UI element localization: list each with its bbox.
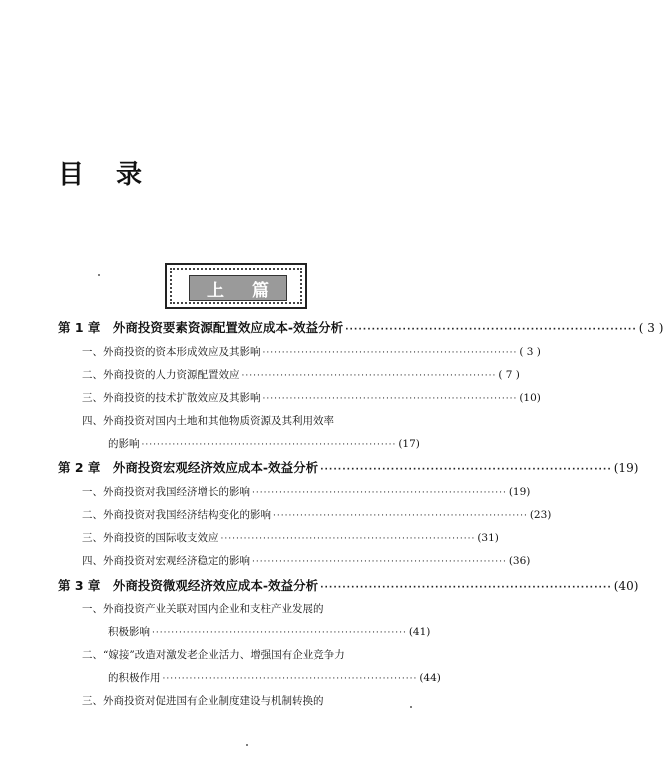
scan-speck xyxy=(410,706,412,708)
toc-entry-text: 第 3 章 外商投资微观经济效应成本-效益分析 xyxy=(58,578,319,593)
dot-leader: ·································································· xyxy=(152,628,407,638)
scan-speck xyxy=(98,274,100,276)
toc-section[interactable]: 二、“嫁接”改造对激发老企业活力、增强国有企业竞争力 xyxy=(82,649,345,661)
toc-entry-text: 积极影响 xyxy=(108,626,150,638)
toc-entry-text: 三、外商投资的国际收支效应 xyxy=(82,532,219,544)
toc-entry-text: 二、外商投资的人力资源配置效应 xyxy=(82,369,240,381)
scan-speck xyxy=(246,744,248,746)
title-char-1: 目 xyxy=(58,160,85,190)
toc-entry-text: 一、外商投资对我国经济增长的影响 xyxy=(82,486,250,498)
title-char-2: 录 xyxy=(116,160,143,190)
toc-entry-text: 四、外商投资对宏观经济稳定的影响 xyxy=(82,555,250,567)
banner-label xyxy=(189,275,287,301)
page-title xyxy=(58,154,143,191)
toc-section[interactable] xyxy=(82,390,541,405)
dot-leader: ·································································· xyxy=(252,557,507,567)
toc-page-number: (10) xyxy=(519,392,541,404)
toc-chapter-3[interactable] xyxy=(58,576,639,594)
toc-page-number: (17) xyxy=(398,438,420,450)
toc-section[interactable]: 三、外商投资对促进国有企业制度建设与机制转换的 xyxy=(82,695,324,707)
toc-section[interactable] xyxy=(82,507,552,522)
toc-section-continuation[interactable] xyxy=(108,624,431,639)
toc-page-number: (19) xyxy=(613,461,639,475)
banner-char-1: 上 xyxy=(207,280,224,301)
toc-page-number: ( 3 ) xyxy=(638,321,663,335)
toc-section[interactable] xyxy=(82,553,531,568)
toc-section-continuation[interactable] xyxy=(108,436,420,451)
toc-page-number: (31) xyxy=(477,532,499,544)
toc-entry-text: 第 2 章 外商投资宏观经济效应成本-效益分析 xyxy=(58,460,319,475)
toc-section[interactable] xyxy=(82,530,499,545)
toc-page-number: (23) xyxy=(529,509,552,521)
toc-page-number: (44) xyxy=(419,672,441,684)
toc-section-continuation[interactable] xyxy=(108,670,441,685)
toc-page-number: (40) xyxy=(613,579,639,593)
toc-page-number: (41) xyxy=(408,626,431,638)
dot-leader: ·································································· xyxy=(320,583,612,593)
dot-leader: ·································································· xyxy=(252,488,507,498)
toc-entry-text: 第 1 章 外商投资要素资源配置效应成本-效益分析 xyxy=(58,320,344,335)
dot-leader: ·································································· xyxy=(345,325,637,335)
toc-entry-text: 一、外商投资的资本形成效应及其影响 xyxy=(82,346,261,358)
dot-leader: ·································································· xyxy=(320,465,612,475)
toc-entry-text: 三、外商投资的技术扩散效应及其影响 xyxy=(82,392,261,404)
toc-chapter-2[interactable] xyxy=(58,458,639,476)
toc-page-number: ( 3 ) xyxy=(519,346,541,358)
part-banner xyxy=(165,263,307,309)
dot-leader: ·································································· xyxy=(220,534,476,544)
dot-leader: ·································································· xyxy=(141,440,397,450)
dot-leader: ·································································· xyxy=(262,348,518,358)
toc-section[interactable] xyxy=(82,484,531,499)
toc-entry-text: 的影响 xyxy=(108,438,140,450)
toc-page-number: (19) xyxy=(508,486,531,498)
toc-entry-text: 的积极作用 xyxy=(108,672,161,684)
dot-leader: ·································································· xyxy=(241,371,497,381)
dot-leader: ·································································· xyxy=(262,394,518,404)
toc-section[interactable]: 四、外商投资对国内土地和其他物质资源及其利用效率 xyxy=(82,415,334,427)
toc-section[interactable] xyxy=(82,344,541,359)
toc-section[interactable]: 一、外商投资产业关联对国内企业和支柱产业发展的 xyxy=(82,603,324,615)
dot-leader: ·································································· xyxy=(273,511,528,521)
toc-page-number: ( 7 ) xyxy=(498,369,520,381)
toc-section[interactable] xyxy=(82,367,520,382)
toc-page-number: (36) xyxy=(508,555,531,567)
toc-entry-text: 二、外商投资对我国经济结构变化的影响 xyxy=(82,509,271,521)
dot-leader: ·································································· xyxy=(162,674,418,684)
banner-char-2: 篇 xyxy=(252,280,269,301)
toc-chapter-1[interactable] xyxy=(58,318,663,336)
